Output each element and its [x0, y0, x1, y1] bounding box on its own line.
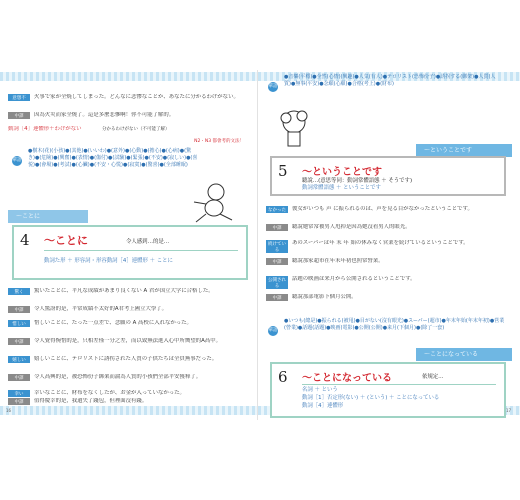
example-tag: なかった: [268, 208, 286, 213]
grammar-number: 4: [20, 231, 30, 249]
grammar-title: 〜ことになっている: [302, 373, 392, 384]
translation-tag: 中譯: [266, 224, 288, 231]
grammar-divider: [44, 250, 238, 251]
translation-row: [8, 398, 254, 405]
note-reference: N2・N3 都會考的文法！: [194, 139, 244, 144]
example-tag: 嬉しい: [8, 356, 30, 363]
translation-tag: 中譯: [8, 306, 30, 313]
example-jp: 驚いたことに、平凡な成績があまり良くない A 君が国立大学に合格した。: [34, 288, 214, 294]
example-row: [266, 206, 512, 213]
example-row: [8, 390, 254, 397]
example-jp: 彼女がいつも 声 に振られるのは、声を見る目がなかったということです。: [292, 206, 473, 212]
translation-row: [266, 224, 512, 231]
example-tag: 驚く: [8, 288, 30, 295]
page-number: 16: [6, 408, 12, 413]
book-spine: [257, 70, 258, 420]
grammar-form-noun: 名詞 ＋ という: [302, 387, 338, 393]
section-header-tab: 〜ことに: [8, 210, 88, 223]
grammar-title: 〜ことに: [44, 234, 88, 247]
translation-tag: 中譯: [266, 258, 288, 265]
section-header-tab: 〜ということです: [416, 144, 512, 157]
grammar-box: [12, 225, 248, 280]
example-jp: 幸いなことに、財布をなくしたが、お金が入っていなかった。: [34, 390, 185, 396]
grammar-divider: [302, 384, 496, 385]
translation-tag: 中譯: [8, 112, 30, 119]
translation-row: [8, 338, 254, 345]
grammar-form-verb-attributive: 動詞［4］連體形: [302, 403, 344, 409]
example-row: [8, 288, 254, 295]
vocab-badge: 單語: [268, 326, 278, 336]
example-row: [8, 94, 254, 101]
translation-row: [8, 374, 254, 381]
example-row: [266, 276, 512, 289]
translation-text: 因為火災而家全燒了。這是多麼悲慘啊！你不可能了解的。: [34, 112, 175, 118]
vocab-badge: 單語: [12, 156, 22, 166]
example-jp: 嬉しいことに、テロリストに誘拐された人質の子供たちは全員無事だった。: [34, 356, 218, 362]
example-tag: 公開される: [268, 278, 286, 289]
vocab-list: ●いつも(總是)●振られる(被甩)●目がない(沒有眼光)●スーパー(超市)●年末年始(年末年初)●営業(營業)●話題(話題)●映画(電影)●公開(公開)●来月(下個月)●(除了一套): [284, 318, 505, 331]
left-page: [8, 82, 254, 404]
translation-tag: 中譯: [8, 374, 30, 381]
grammar-meaning: 依規定…: [422, 374, 444, 380]
example-row: [266, 240, 512, 253]
vocab-badge: 單語: [268, 82, 278, 92]
note-extra: 分かるわけがない（不可能了解）: [102, 127, 170, 132]
grammar-number: 6: [278, 368, 288, 386]
right-page: [266, 74, 512, 409]
grammar-box: [270, 156, 506, 196]
vocab-list: ●樹木(花)(小孩)●(其他)●(いいわ)●(意外)●(心動)●(擔心)●(心病)●(驚き)●(危險)●(興奮)●(表情)●(傷付)●(試験)●(緊張)●(不安)●(寂しい)●(喜悦)●(會場)●(考試)●(心臟)●(不安・心慌)●(寂寞)●(驚喜)●(全部睡眠): [28, 148, 198, 168]
example-jp: あのスーパーは年 末 年 始の休みなく営業を続けているということです。: [292, 240, 469, 246]
page-number: 17: [506, 408, 512, 413]
grammar-form: 動詞常體語態 ＋ ということです: [302, 185, 381, 191]
translation-text: 令人高興的是，被恐怖份子綁架而淪為人質的小孩們全部平安獲釋了。: [34, 374, 202, 380]
grammar-meaning: 令人感到…的是…: [126, 239, 170, 245]
grammar-meaning: 聽說…(意思等同：動詞常體語態 ＋ そうです): [302, 178, 413, 184]
translation-row: [266, 258, 512, 265]
example-jp: 火事で家が全焼してしまった。どんなに悲惨なことか、あなたに分かるわけがない。: [34, 94, 239, 100]
translation-text: 聽說那家超市在年末年初也照常營業。: [292, 258, 384, 264]
example-tag: 続けている: [268, 242, 286, 253]
example-row: [8, 320, 254, 327]
example-jp: 惜しいことに、たった一点差で、念願の A 高校に入れなかった。: [34, 320, 192, 326]
section-header-tab: 〜ことになっている: [416, 348, 512, 361]
translation-tag: 中譯: [8, 398, 30, 405]
translation-tag: 中譯: [8, 338, 30, 345]
translation-text: 聽說她常常被男人甩掉是因為她沒看男人的眼光。: [292, 224, 411, 230]
example-tag: 惜しい: [8, 320, 30, 327]
translation-tag: 中譯: [266, 294, 288, 301]
translation-row: [8, 306, 254, 313]
grammar-form: 動詞た形 ＋ 形容詞・形容動詞［4］連體形 ＋ ことに: [44, 258, 173, 264]
translation-text: 令人覺得惋惜的是，只相差僅一分之差，而以致無法進入心中所嚮望的A高中。: [34, 338, 221, 344]
translation-row: [266, 294, 512, 301]
cloud-mascot-illustration: [276, 108, 316, 152]
grammar-box: [270, 362, 506, 418]
example-tag: 幸い: [8, 390, 30, 397]
example-row: [8, 356, 254, 363]
grammar-number: 5: [278, 162, 288, 180]
translation-text: 值得慶幸的是，我遺失了錢包，但裡面沒有錢。: [34, 398, 148, 404]
translation-text: 聽說那部電影下個月公開。: [292, 294, 357, 300]
vocab-list: ●音樂(平穩)●全然(心情)(興趣)●人気(有人)●テロリスト(恐怖份子)●誘拐する(綁架)●人質(人質)●無事(平安)●念願(心願)●合格(考上)●(財布): [284, 74, 496, 87]
translation-text: 令人驚訝的是，平常成績不太好的A君考上國立大學了。: [34, 306, 168, 312]
note-grammar: 動詞［4］連體形＋わけがない: [8, 126, 82, 132]
grammar-form-verb-negative: 動詞［1］否定形(ない) ＋ (という) ＋ ことになっている: [302, 395, 440, 401]
example-tag: 意想不: [8, 94, 30, 101]
grammar-title: 〜ということです: [302, 167, 382, 178]
running-mascot-illustration: [188, 182, 243, 227]
example-jp: 話題の映画は来月から公開されるということです。: [292, 276, 416, 282]
translation-row: [8, 112, 254, 119]
